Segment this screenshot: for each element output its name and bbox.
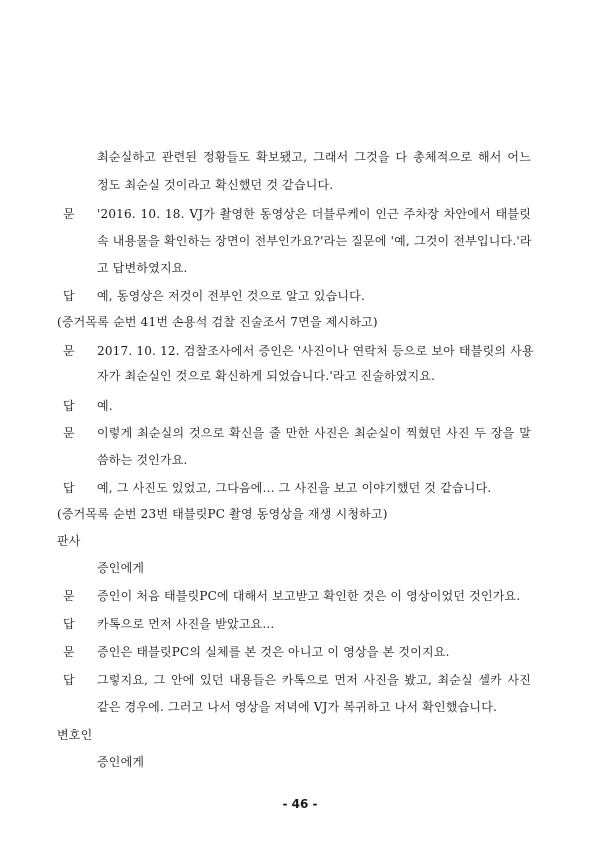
answer-continuation-line-2: 정도 최순실 것이라고 확신했던 것 같습니다. — [97, 178, 334, 192]
addressee-heading: 증인에게 — [97, 561, 145, 575]
page-number: - 46 - — [282, 797, 318, 811]
answer-line: 예, 동영상은 저것이 전부인 것으로 알고 있습니다. — [97, 289, 365, 303]
answer-label: 답 — [63, 399, 75, 413]
question-label: 문 — [63, 207, 75, 221]
answer-continuation-line-1: 최순실하고 관련된 정황들도 확보됐고, 그래서 그것을 다 총체적으로 해서 어느 — [97, 150, 531, 164]
procedure-note: (증거목록 순번 41번 손용석 검찰 진술조서 7면을 제시하고) — [57, 315, 378, 329]
question-line: 증인이 처음 태블릿PC에 대해서 보고받고 확인한 것은 이 영상이었던 것인가요. — [97, 589, 521, 603]
question-label: 문 — [63, 645, 75, 659]
answer-line: 그렇지요, 그 안에 있던 내용들은 카톡으로 먼저 사진을 봤고, 최순실 셀카 사진 — [97, 673, 531, 687]
question-line: 이렇게 최순실의 것으로 확신을 줄 만한 사진은 최순실이 찍혔던 사진 두 장을 말 — [97, 426, 531, 440]
answer-line: 카톡으로 먼저 사진을 받았고요... — [97, 617, 275, 631]
question-label: 문 — [63, 426, 75, 440]
answer-label: 답 — [63, 617, 75, 631]
question-line: 자가 최순실인 것으로 확신하게 되었습니다.'라고 진술하였지요. — [97, 369, 436, 383]
answer-line: 예, 그 사진도 있었고, 그다음에... 그 사진을 보고 이야기했던 것 같습니다. — [97, 481, 492, 495]
question-line: 증인은 태블릿PC의 실체를 본 것은 아니고 이 영상을 본 것이지요. — [97, 645, 450, 659]
speaker-heading-judge: 판사 — [57, 534, 81, 548]
answer-label: 답 — [63, 481, 75, 495]
question-line: '2016. 10. 18. VJ가 촬영한 동영상은 더블루케이 인근 주차장 차안에서 태블릿 — [97, 207, 531, 221]
addressee-heading: 증인에게 — [97, 755, 145, 769]
question-line: 고 답변하였지요. — [97, 261, 188, 275]
answer-line: 예. — [97, 399, 113, 413]
answer-line: 같은 경우에. 그러고 나서 영상을 저녁에 VJ가 복귀하고 나서 확인했습니다. — [97, 700, 498, 714]
speaker-heading-counsel: 변호인 — [57, 728, 93, 742]
question-label: 문 — [63, 344, 75, 358]
answer-label: 답 — [63, 673, 75, 687]
question-line: 씀하는 것인가요. — [97, 453, 188, 467]
procedure-note: (증거목록 순번 23번 태블릿PC 촬영 동영상을 재생 시청하고) — [57, 507, 388, 521]
question-line: 2017. 10. 12. 검찰조사에서 증인은 '사진이나 연락처 등으로 보아 태블릿의 사용 — [97, 344, 534, 358]
question-line: 속 내용물을 확인하는 장면이 전부인가요?'라는 질문에 '예, 그것이 전부입니다.'라 — [97, 234, 532, 248]
question-label: 문 — [63, 589, 75, 603]
answer-label: 답 — [63, 289, 75, 303]
